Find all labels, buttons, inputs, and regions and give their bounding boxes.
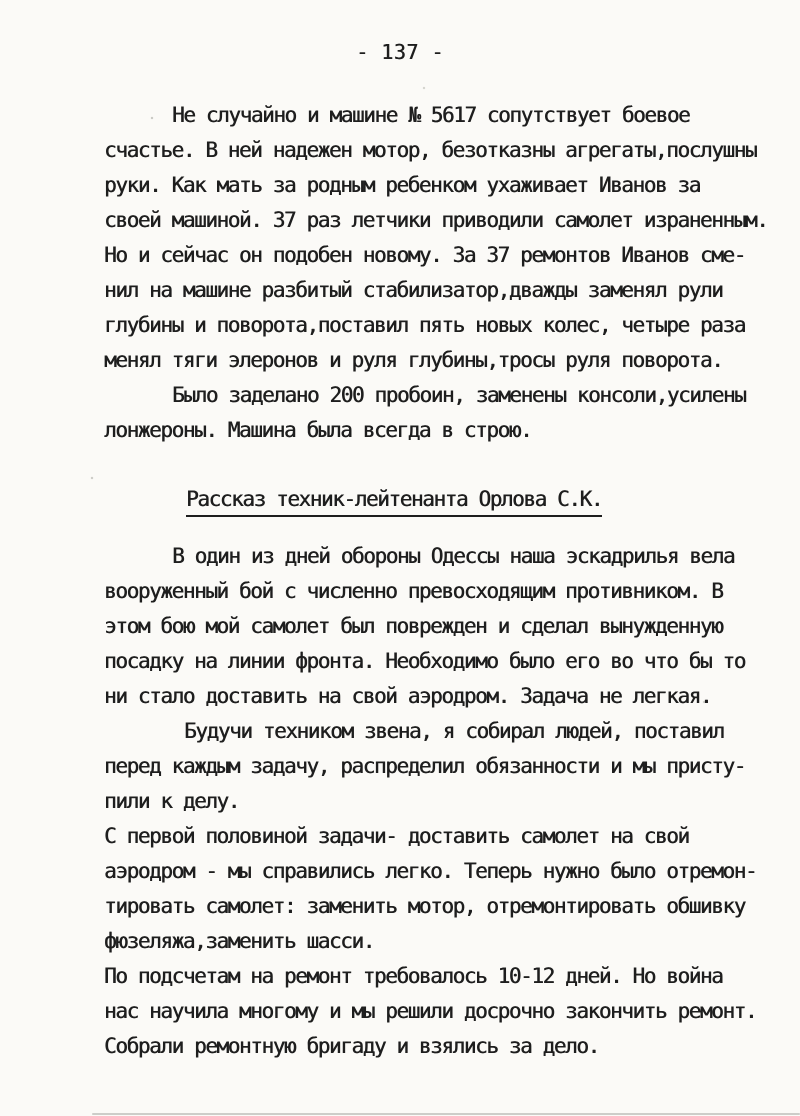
text-line: нас научила многому и мы решили досрочно закончить ремонт. xyxy=(104,999,757,1023)
page-number: - 137 - xyxy=(356,40,444,64)
paragraph xyxy=(104,378,772,448)
text-line: вооруженный бой с численно превосходящим противником. В xyxy=(104,579,723,603)
text-line: этом бою мой самолет был поврежден и сделал вынужденную xyxy=(104,614,723,638)
text-line: лонжероны. Машина была всегда в строю. xyxy=(104,418,532,442)
text-line: Но и сейчас он подобен новому. За 37 ремонтов Иванов сме- xyxy=(104,243,745,267)
text-line: нил на машине разбитый стабилизатор,дважды заменял рули xyxy=(104,278,723,302)
paragraph xyxy=(104,98,772,378)
section-heading: Рассказ техник-лейтенанта Орлова С.К. xyxy=(186,486,602,517)
text-line: руки. Как мать за родным ребенком ухаживает Иванов за xyxy=(104,173,700,197)
paragraph xyxy=(104,714,772,819)
text-line: Будучи техником звена, я собирал людей, поставил xyxy=(184,719,724,743)
text-line: Было заделано 200 пробоин, заменены консоли,усилены xyxy=(172,383,746,407)
paragraph xyxy=(104,819,772,959)
text-line: С первой половиной задачи- доставить самолет на свой xyxy=(104,824,689,848)
text-line: менял тяги элеронов и руля глубины,тросы руля поворота. xyxy=(104,348,723,372)
section-heading-row xyxy=(186,482,772,517)
text-line: аэродром - мы справились легко. Теперь нужно было отремон- xyxy=(104,859,757,883)
paragraph xyxy=(104,959,772,1064)
paragraph xyxy=(104,539,772,714)
document-body xyxy=(0,98,800,1064)
text-line: своей машиной. 37 раз летчики приводили самолет израненным. xyxy=(104,208,768,232)
scan-bottom-edge-artifact xyxy=(92,1113,800,1115)
text-line: Собрали ремонтную бригаду и взялись за дело. xyxy=(104,1034,599,1058)
text-line: фюзеляжа,заменить шасси. xyxy=(104,929,374,953)
text-line: По подсчетам на ремонт требовалось 10-12 дней. Но война xyxy=(104,964,723,988)
text-line: ни стало доставить на свой аэродром. Задача не легкая. xyxy=(104,684,712,708)
text-line: В один из дней обороны Одессы наша эскадрилья вела xyxy=(172,544,735,568)
text-line: посадку на линии фронта. Необходимо было его во что бы то xyxy=(104,649,745,673)
text-line: глубины и поворота,поставил пять новых колес, четыре раза xyxy=(104,313,745,337)
text-line: тировать самолет: заменить мотор, отремонтировать обшивку xyxy=(104,894,745,918)
text-line: Не случайно и машине № 5617 сопутствует боевое xyxy=(172,103,690,127)
text-line: перед каждым задачу, распределил обязанности и мы присту- xyxy=(104,754,745,778)
text-line: пили к делу. xyxy=(104,789,239,813)
text-line: счастье. В ней надежен мотор, безотказны агрегаты,послушны xyxy=(104,138,757,162)
